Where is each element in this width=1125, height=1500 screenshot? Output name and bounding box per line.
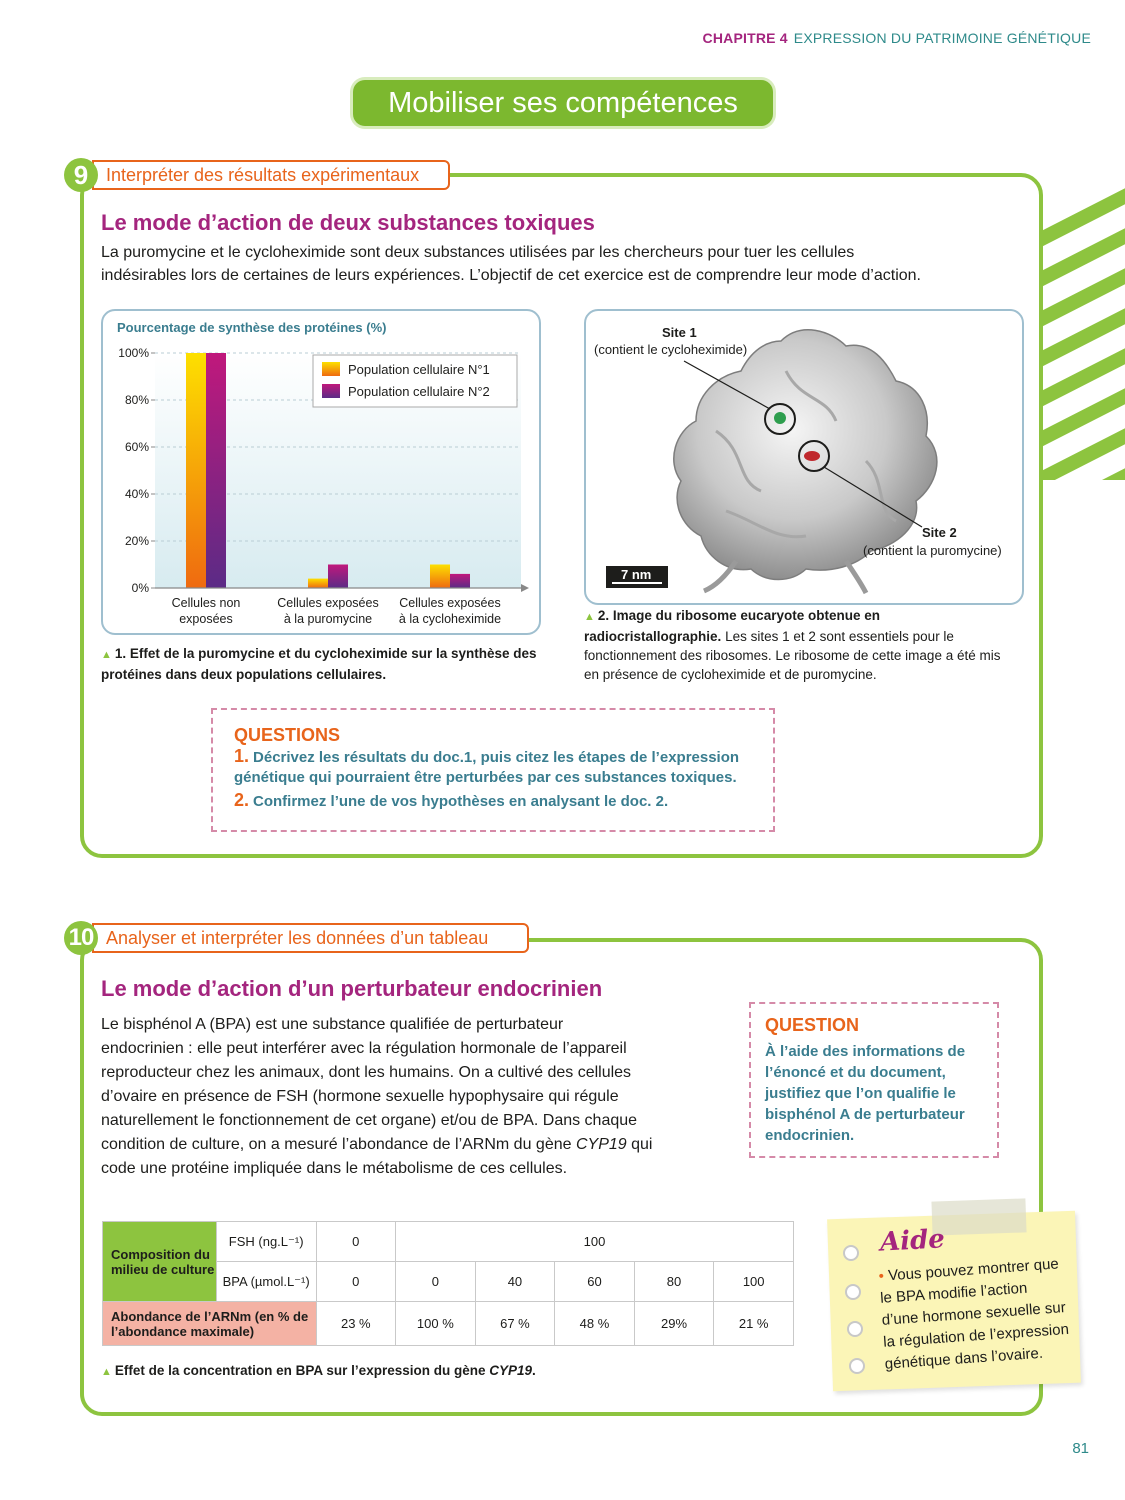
body-line-3: reproducteur chez les animaux, dont les humains. On a cultivé des cellules [101, 1064, 632, 1081]
doc1-chart-card [101, 309, 541, 635]
x-category-label: à la cycloheximide [398, 612, 502, 626]
doc2-image-card [584, 309, 1024, 605]
ring-icon [847, 1321, 863, 1337]
abundance-value-2: 100 % [396, 1302, 476, 1346]
gene-name: CYP19 [575, 1136, 627, 1153]
x-axis-arrow [521, 584, 529, 592]
x-category-label: exposées [179, 612, 233, 626]
abundance-value-1: 23 % [316, 1302, 396, 1346]
exercise-10-skill: Analyser et interpréter les données d’un tableau [92, 923, 529, 953]
bpa-data-table [102, 1221, 794, 1346]
exercise-10-body [101, 1013, 701, 1181]
table-caption: ▲ Effet de la concentration en BPA sur l’expression du gène CYP19. [101, 1363, 536, 1378]
body-line-7: code une protéine impliquée dans le métabolisme de ces cellules. [101, 1160, 568, 1177]
aide-title: Aide [879, 1224, 946, 1258]
site-2-label: Site 2 [922, 525, 957, 540]
question-2-number: 2. [234, 790, 250, 810]
fsh-value-0: 0 [316, 1222, 396, 1262]
chapter-header [703, 30, 1091, 46]
bpa-value-6: 100 [714, 1262, 794, 1302]
site-2-sublabel: (contient la puromycine) [863, 543, 1002, 558]
doc1-caption-text: 1. Effet de la puromycine et du cycloheximide sur la synthèse des protéines dans deux populations cellulaires. [101, 646, 537, 682]
section-title: Mobiliser ses compétences [353, 80, 773, 126]
caption-triangle-icon: ▲ [584, 611, 595, 623]
questions-heading: QUESTIONS [234, 725, 341, 745]
question-1-text: Décrivez les résultats du doc.1, puis citez les étapes de l’expression génétique qui pourraient être perturbées par ces substances toxiques. [234, 749, 740, 786]
doc2-caption-title: 2. Image du ribosome eucaryote obtenue en radiocristallographie. [584, 608, 880, 644]
table-row-abundance [103, 1302, 794, 1346]
doc2-caption-text: Les sites 1 et 2 sont essentiels pour le fonctionnement des ribosomes. Le ribosome de cette image a été mis en présence de cycloheximide et de puromycine. [584, 629, 1001, 682]
bar-series-2-2 [328, 565, 348, 589]
body-line-4: d’ovaire en présence de FSH (hormone sexuelle hypophysaire qui régule [101, 1088, 619, 1105]
question-heading: QUESTION [765, 1015, 860, 1035]
bar-series-2-3 [450, 574, 470, 588]
bpa-value-2: 0 [396, 1262, 476, 1302]
caption-triangle-icon: ▲ [101, 649, 112, 661]
fsh-value-100: 100 [396, 1222, 794, 1262]
bpa-value-5: 80 [634, 1262, 714, 1302]
ring-icon [845, 1284, 861, 1300]
y-tick-label: 40% [124, 487, 149, 501]
exercise-9-title: Le mode d’action de deux substances toxiques [101, 210, 595, 235]
exercise-9-intro-line-1: La puromycine et le cycloheximide sont deux substances utilisées par les chercheurs pour tuer les cellules [101, 244, 855, 261]
x-category-label: à la puromycine [283, 612, 373, 626]
bar-series-1-3 [430, 565, 450, 589]
row-group-label: Composition du milieu de culture [103, 1222, 217, 1302]
ribosome-image [586, 311, 1022, 603]
decorative-stripes [1042, 170, 1125, 480]
y-tick-label: 60% [124, 440, 149, 454]
fsh-label: FSH (ng.L⁻¹) [216, 1222, 316, 1262]
sticky-tape [931, 1198, 1026, 1235]
caption-triangle-icon: ▲ [101, 1366, 112, 1378]
question-1-number: 1. [234, 746, 250, 766]
y-tick-label: 20% [124, 534, 149, 548]
site-1-sublabel: (contient le cycloheximide) [594, 342, 748, 357]
table-row-fsh [103, 1222, 794, 1262]
site-1-label: Site 1 [662, 325, 697, 340]
protein-synthesis-chart [103, 311, 539, 633]
aide-text [878, 1253, 1071, 1376]
x-category-label: Cellules exposées [399, 596, 501, 610]
abundance-value-6: 21 % [714, 1302, 794, 1346]
legend-swatch-population-1 [322, 362, 340, 376]
body-line-5: naturellement le fonctionnement de cet organe) et/ou de BPA. Dans chaque [101, 1112, 638, 1129]
body-line-6-text: condition de culture, on a mesuré l’abondance de l’ARNm du gène [101, 1136, 572, 1153]
bpa-value-1: 0 [316, 1262, 396, 1302]
abundance-value-3: 67 % [475, 1302, 555, 1346]
question-2-text: Confirmez l’une de vos hypothèses en analysant le doc. 2. [253, 793, 669, 810]
ribosome-tail-right [846, 561, 866, 593]
scale-bar-label: 7 nm [621, 567, 652, 582]
question-2 [234, 790, 766, 812]
y-tick-label: 0% [131, 581, 149, 595]
bar-series-1-1 [186, 353, 206, 588]
body-line-6-end: qui [631, 1136, 653, 1153]
exercise-9-skill: Interpréter des résultats expérimentaux [92, 160, 450, 190]
table-caption-text: Effet de la concentration en BPA sur l’expression du gène [114, 1363, 486, 1378]
y-tick-label: 100% [118, 346, 149, 360]
bar-series-1-2 [308, 579, 328, 588]
legend-label-population-2: Population cellulaire N°2 [348, 384, 490, 399]
x-category-label: Cellules exposées [277, 596, 379, 610]
chart-title: Pourcentage de synthèse des protéines (%) [117, 320, 387, 335]
question-text: À l’aide des informations de l’énoncé et du document, justifiez que l’on qualifie le bisphénol A de perturbateur endocrinien. [765, 1043, 966, 1144]
question-1 [234, 746, 766, 788]
bpa-label: BPA (µmol.L⁻¹) [216, 1262, 316, 1302]
exercise-10-title: Le mode d’action d’un perturbateur endocrinien [101, 976, 603, 1001]
abundance-label: Abondance de l’ARNm (en % de l’abondance maximale) [103, 1302, 317, 1346]
page-number: 81 [1072, 1440, 1089, 1457]
legend-label-population-1: Population cellulaire N°1 [348, 362, 490, 377]
exercise-9-number: 9 [64, 158, 98, 192]
body-line-6 [101, 1133, 701, 1157]
doc1-caption [101, 644, 549, 684]
exercise-10-number: 10 [64, 921, 98, 955]
exercise-9-intro-line-2: indésirables lors de certaines de leurs expériences. L’objectif de cet exercice est de comprendre leur mode d’action. [101, 267, 921, 284]
puromycine-molecule-icon [804, 451, 820, 461]
abundance-value-5: 29% [634, 1302, 714, 1346]
y-tick-label: 80% [124, 393, 149, 407]
ribosome-tail-left [704, 561, 736, 591]
doc2-caption [584, 606, 1016, 684]
ring-icon [849, 1358, 865, 1374]
bpa-value-4: 60 [555, 1262, 635, 1302]
table-caption-gene: CYP19 [489, 1363, 533, 1378]
cycloheximide-molecule-icon [774, 412, 786, 424]
x-category-label: Cellules non [171, 596, 241, 610]
abundance-value-4: 48 % [555, 1302, 635, 1346]
body-line-1: Le bisphénol A (BPA) est une substance qualifiée de perturbateur [101, 1016, 564, 1033]
aide-text-content: Vous pouvez montrer que le BPA modifie l’action d’une hormone sexuelle sur la régulation de l’expression génétique dans l’ovaire. [879, 1255, 1070, 1373]
bpa-value-3: 40 [475, 1262, 555, 1302]
body-line-2: endocrinien : elle peut interférer avec la régulation hormonale de l’appareil [101, 1040, 627, 1057]
ring-icon [843, 1245, 859, 1261]
legend-swatch-population-2 [322, 384, 340, 398]
bullet-icon: • [878, 1267, 885, 1285]
chapter-label: CHAPITRE 4 [702, 30, 788, 46]
bar-series-2-1 [206, 353, 226, 588]
chapter-title: EXPRESSION DU PATRIMOINE GÉNÉTIQUE [793, 30, 1091, 46]
